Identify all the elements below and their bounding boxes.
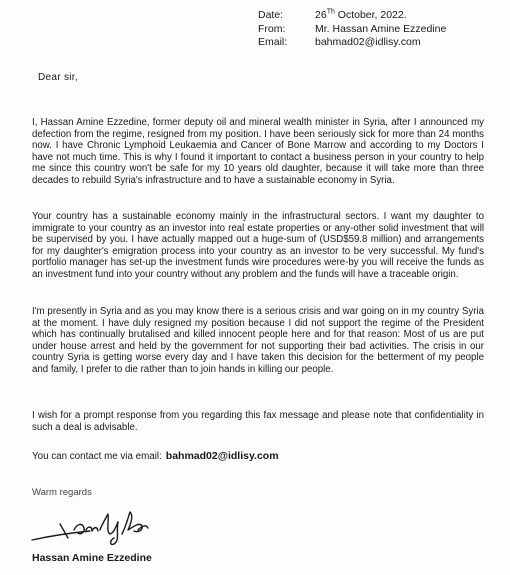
email-label: Email:	[258, 36, 288, 48]
date-day: 26	[315, 9, 327, 21]
paragraph-response: I wish for a prompt response from you regarding this fax message and please note that confidentiality in such a deal is advisable.	[32, 410, 484, 433]
contact-email: bahmad02@idlisy.com	[165, 450, 279, 462]
date-suffix: Th	[326, 8, 335, 16]
letter-header	[258, 9, 446, 50]
salutation: Dear sir,	[38, 72, 78, 83]
contact-line	[32, 450, 279, 462]
paragraph-crisis: I'm presently in Syria and as you may know there is a serious crisis and war going on in my country Syria at the moment. I have duly resigned my position because I did not support the regime of the President which has continually brutalised and killed innocent people here and for that reason: Most of us are put under house arrest and held by the government for not supporting their bad activities. The crisis in our country Syria is getting worse every day and I have taken this decision for the betterment of my people and family, I prefer to die rather than to join hands in killing our people.	[32, 306, 484, 375]
paragraph-intro: I, Hassan Amine Ezzedine, former deputy oil and mineral wealth minister in Syria, after I announced my defection from the regime, resigned from my position. I have been seriously sick for more than 24 months now. I have Chronic Lymphoid Leukaemia and Cancer of Bone Marrow and according to my Doctors I have not much time. This is why I found it important to contact a business person in your country to help me since this country won't be safe for my 10 years old daughter, because it will take more than three decades to rebuild Syria's infrastructure and to have a sustainable economy in Syria.	[32, 117, 484, 186]
signer-name: Hassan Amine Ezzedine	[32, 552, 152, 564]
from-label: From:	[258, 22, 286, 35]
date-value	[315, 9, 407, 23]
handwritten-signature	[30, 500, 170, 548]
from-value: Mr. Hassan Amine Ezzedine	[315, 22, 447, 35]
from-row	[258, 23, 446, 37]
closing: Warm regards	[32, 487, 92, 498]
paragraph-investment: Your country has a sustainable economy mainly in the infrastructural sectors. I want my daughter to immigrate to your country as an investor into real estate properties or any-other solid investment that will be supervised by you. I have actually mapped out a huge-sum of (USD$59.8 million) and arrangements for my daughter's emigration process into your country as an investor to be very successful. My fund's portfolio manager has set-up the investment funds wire procedures were-by you will receive the funds as an investment fund into your country without any problem and the funds will have a traceable origin.	[32, 211, 484, 280]
date-row	[258, 9, 446, 23]
contact-text: You can contact me via email:	[32, 451, 162, 462]
date-label: Date:	[258, 9, 284, 21]
date-rest: October, 2022.	[334, 9, 407, 21]
email-row	[258, 36, 446, 50]
email-value: bahmad02@idlisy.com	[315, 36, 421, 48]
